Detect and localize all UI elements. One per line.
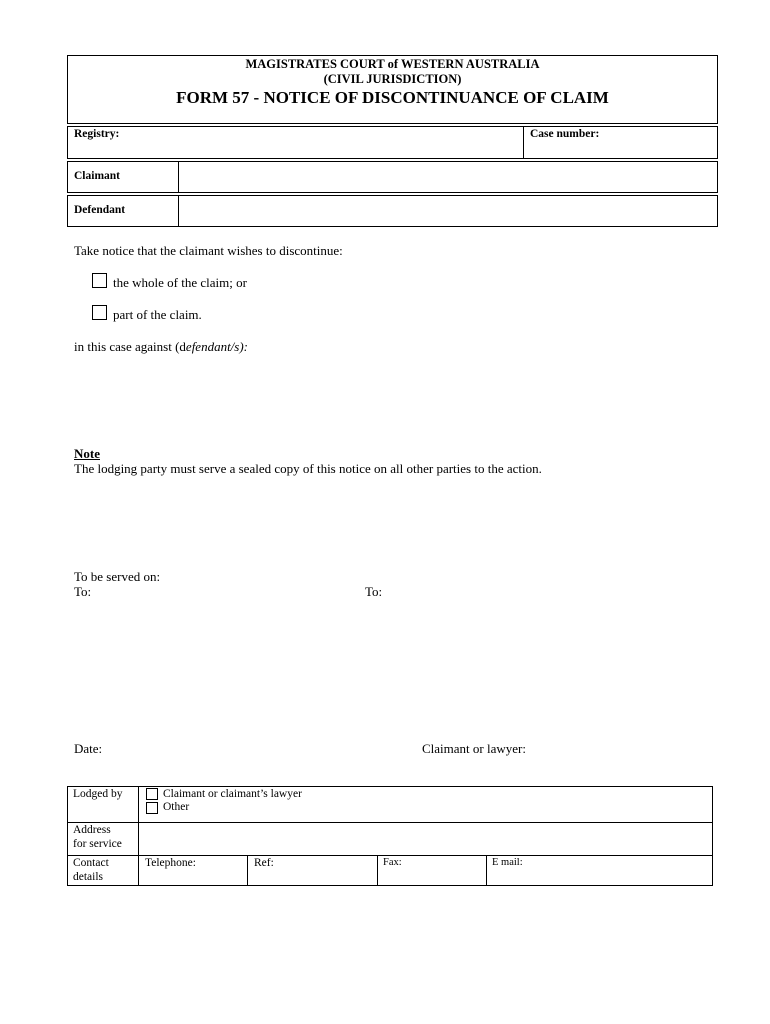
lodged-by-claimant-checkbox[interactable]	[146, 788, 158, 800]
whole-claim-label: the whole of the claim; or	[113, 275, 247, 290]
claimant-or-lawyer-label: Claimant or lawyer:	[422, 741, 526, 756]
case-number-label: Case number:	[530, 128, 600, 140]
court-name: MAGISTRATES COURT of WESTERN AUSTRALIA	[245, 57, 540, 71]
lodged-by-other-label: Other	[163, 801, 190, 813]
contact-divider-1	[247, 855, 248, 886]
defendant-field[interactable]	[179, 196, 717, 226]
fax-label: Fax:	[383, 857, 402, 868]
contact-label-line1: Contact	[73, 857, 109, 869]
against-defendants	[74, 339, 248, 355]
claimant-label: Claimant	[74, 170, 120, 182]
part-claim-label: part of the claim.	[113, 307, 202, 322]
date-label: Date:	[74, 741, 103, 756]
lodged-by-label: Lodged by	[73, 788, 123, 800]
whole-claim-checkbox[interactable]	[92, 273, 107, 288]
telephone-label: Telephone:	[145, 857, 196, 869]
notice-intro: Take notice that the claimant wishes to discontinue:	[74, 243, 343, 258]
lodged-by-other-checkbox[interactable]	[146, 802, 158, 814]
ref-label: Ref:	[254, 857, 274, 869]
jurisdiction: (CIVIL JURISDICTION)	[323, 72, 462, 86]
to-left-label: To:	[74, 584, 92, 599]
form-title: FORM 57 - NOTICE OF DISCONTINUANCE OF CLAIM	[176, 88, 609, 107]
against-italic: efendant/s):	[185, 339, 249, 354]
address-label-line2: for service	[73, 838, 122, 850]
email-label: E mail:	[492, 857, 523, 868]
registry-label: Registry:	[74, 128, 120, 140]
lodged-by-claimant-label: Claimant or claimant’s lawyer	[163, 788, 302, 800]
note-heading: Note	[74, 446, 100, 461]
defendants-text-area[interactable]	[74, 356, 714, 436]
case-number-field[interactable]	[524, 142, 717, 158]
note-text: The lodging party must serve a sealed copy of this notice on all other parties to the action.	[74, 461, 542, 476]
contact-divider-3	[486, 855, 487, 886]
part-claim-checkbox[interactable]	[92, 305, 107, 320]
lodgement-row-divider-2	[67, 855, 713, 856]
to-be-served-label: To be served on:	[74, 569, 161, 584]
contact-divider-2	[377, 855, 378, 886]
address-label-line1: Address	[73, 824, 111, 836]
address-field[interactable]	[139, 823, 712, 854]
contact-label-line2: details	[73, 871, 104, 883]
defendant-label: Defendant	[74, 204, 126, 216]
claimant-field[interactable]	[179, 162, 717, 192]
to-right-label: To:	[365, 584, 383, 599]
against-prefix: in this case against (d	[74, 339, 186, 354]
registry-field[interactable]	[68, 142, 522, 158]
